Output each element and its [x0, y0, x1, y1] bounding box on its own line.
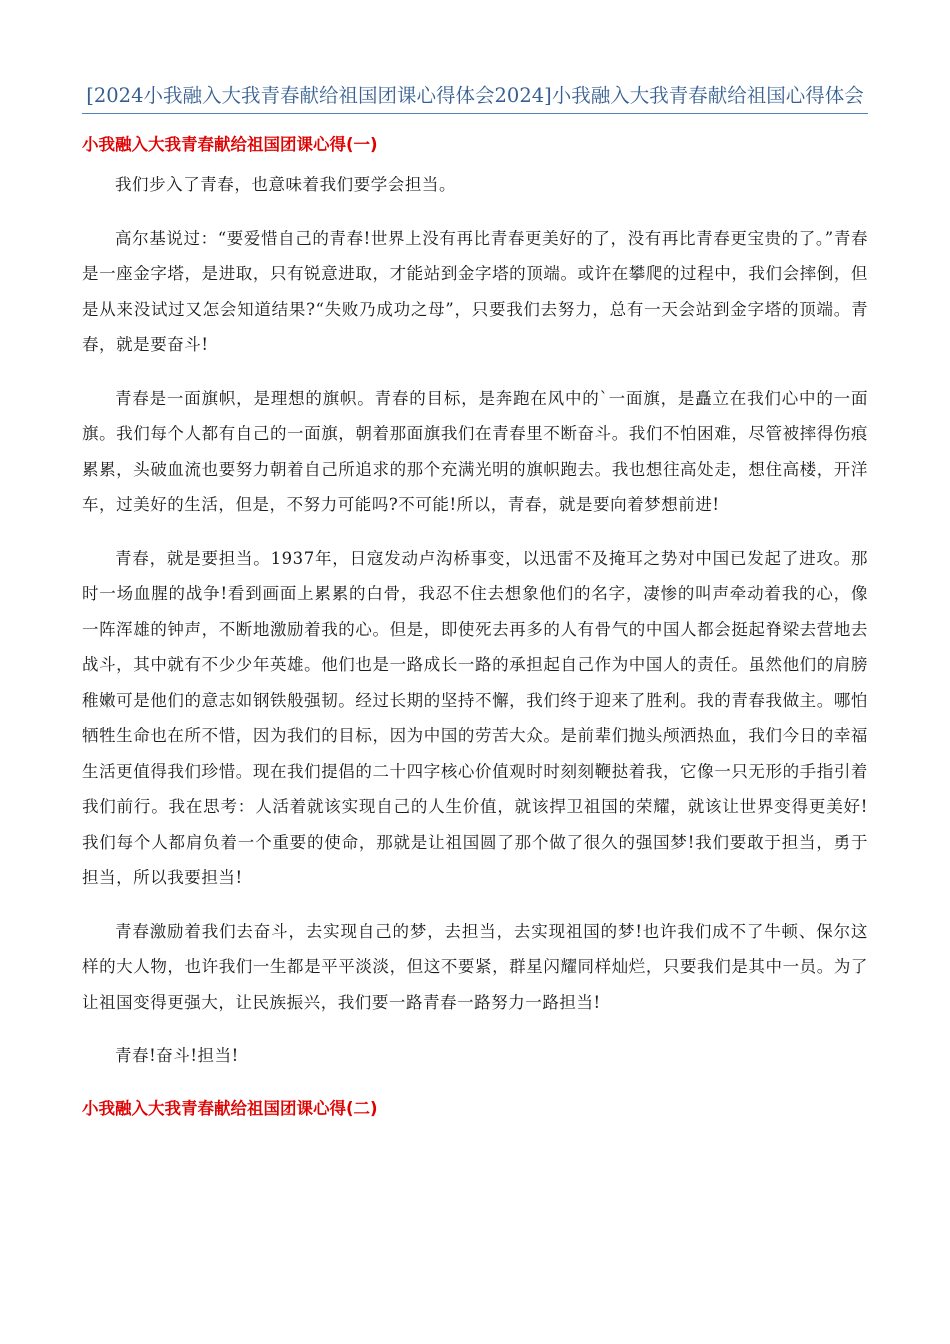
paragraph-3: 青春是一面旗帜，是理想的旗帜。青春的目标，是奔跑在风中的`一面旗，是矗立在我们心中的一面旗。我们每个人都有自己的一面旗，朝着那面旗我们在青春里不断奋斗。我们不怕困难，尽管被摔得伤痕累累，头破血流也要努力朝着自己所追求的那个充满光明的旗帜跑去。我也想往高处走，想住高楼，开洋车，过美好的生活，但是，不努力可能吗?不可能!所以，青春，就是要向着梦想前进!	[82, 388, 868, 514]
document-page	[82, 0, 868, 1121]
section-heading-1: 小我融入大我青春献给祖国团课心得(一)	[82, 135, 378, 154]
paragraph-4: 青春，就是要担当。1937年，日寇发动卢沟桥事变，以迅雷不及掩耳之势对中国已发起了进攻。那时一场血腥的战争!看到画面上累累的白骨，我忍不住去想象他们的名字，凄惨的叫声牵动着我的心，像一阵浑雄的钟声，不断地激励着我的心。但是，即使死去再多的人有骨气的中国人都会挺起脊梁去营地去战斗，其中就有不少少年英雄。他们也是一路成长一路的承担起自己作为中国人的责任。虽然他们的肩膀稚嫩可是他们的意志如钢铁般强韧。经过长期的坚持不懈，我们终于迎来了胜利。我的青春我做主。哪怕牺牲生命也在所不惜，因为我们的目标，因为中国的劳苦大众。是前辈们抛头颅洒热血，我们今日的幸福生活更值得我们珍惜。现在我们提倡的二十四字核心价值观时时刻刻鞭挞着我，它像一只无形的手指引着我们前行。我在思考：人活着就该实现自己的人生价值，就该捍卫祖国的荣耀，就该让世界变得更美好!我们每个人都肩负着一个重要的使命，那就是让祖国圆了那个做了很久的强国梦!我们要敢于担当，勇于担当，所以我要担当!	[82, 548, 868, 887]
paragraph-1: 我们步入了青春，也意味着我们要学会担当。	[115, 175, 456, 194]
paragraph-5: 青春激励着我们去奋斗，去实现自己的梦，去担当，去实现祖国的梦!也许我们成不了牛顿、保尔这样的大人物，也许我们一生都是平平淡淡，但这不要紧，群星闪耀同样灿烂，只要我们是其中一员。为了让祖国变得更强大，让民族振兴，我们要一路青春一路努力一路担当!	[82, 921, 868, 1012]
section-heading-2: 小我融入大我青春献给祖国团课心得(二)	[82, 1098, 378, 1118]
document-title: [2024小我融入大我青春献给祖国团课心得体会2024]小我融入大我青春献给祖国心得体会	[82, 83, 868, 114]
paragraph-6: 青春!奋斗!担当!	[115, 1046, 239, 1065]
paragraph-2: 高尔基说过：“要爱惜自己的青春!世界上没有再比青春更美好的了，没有再比青春更宝贵的了。”青春是一座金字塔，是进取，只有锐意进取，才能站到金字塔的顶端。或许在攀爬的过程中，我们会摔倒，但是从来没试过又怎会知道结果?“失败乃成功之母”，只要我们去努力，总有一天会站到金字塔的顶端。青春，就是要奋斗!	[82, 228, 868, 354]
